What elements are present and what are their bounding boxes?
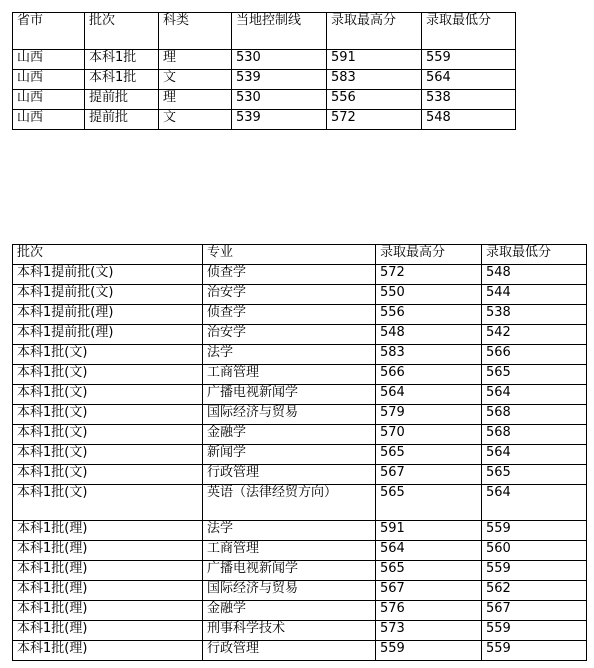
table-cell: 568 — [482, 405, 587, 425]
table-cell: 564 — [482, 485, 587, 521]
table-cell: 559 — [482, 561, 587, 581]
table-cell: 565 — [376, 561, 482, 581]
table-cell: 550 — [376, 285, 482, 305]
table-cell: 侦查学 — [203, 305, 376, 325]
table-cell: 新闻学 — [203, 445, 376, 465]
table-cell: 山西 — [13, 90, 85, 110]
table-cell: 570 — [376, 425, 482, 445]
table-row — [13, 285, 587, 305]
table-cell: 564 — [376, 385, 482, 405]
table-cell: 本科1提前批(理) — [13, 325, 203, 345]
table-cell: 本科1提前批(文) — [13, 285, 203, 305]
table-cell: 本科1批(理) — [13, 521, 203, 541]
table-cell: 本科1批 — [85, 70, 159, 90]
table-row — [13, 110, 516, 130]
table-cell: 538 — [422, 90, 516, 110]
table-cell: 本科1批(理) — [13, 641, 203, 661]
table-cell: 548 — [482, 265, 587, 285]
table-cell: 法学 — [203, 521, 376, 541]
table-cell: 本科1批(文) — [13, 425, 203, 445]
table-cell: 573 — [376, 621, 482, 641]
table-cell: 提前批 — [85, 110, 159, 130]
table-cell: 562 — [482, 581, 587, 601]
table-cell: 559 — [482, 621, 587, 641]
table-cell: 556 — [327, 90, 422, 110]
table-cell: 544 — [482, 285, 587, 305]
table-cell: 英语（法律经贸方向） — [203, 485, 376, 521]
table-cell: 576 — [376, 601, 482, 621]
table-cell: 583 — [327, 70, 422, 90]
table-row — [13, 485, 587, 521]
table-cell: 金融学 — [203, 425, 376, 445]
table-cell: 565 — [376, 485, 482, 521]
table-cell: 572 — [327, 110, 422, 130]
table-row — [13, 345, 587, 365]
table-row — [13, 305, 587, 325]
table-cell: 567 — [376, 581, 482, 601]
cutoff-score-table — [12, 12, 516, 130]
table-cell: 本科1批(文) — [13, 465, 203, 485]
header-row — [13, 13, 516, 50]
table-cell: 本科1批(理) — [13, 561, 203, 581]
column-header: 科类 — [159, 13, 232, 50]
table-cell: 559 — [376, 641, 482, 661]
table-cell: 本科1批 — [85, 50, 159, 70]
table-row — [13, 70, 516, 90]
table-cell: 治安学 — [203, 285, 376, 305]
table-cell: 侦查学 — [203, 265, 376, 285]
table-cell: 568 — [482, 425, 587, 445]
table-cell: 567 — [482, 601, 587, 621]
column-header: 录取最高分 — [376, 245, 482, 265]
table-cell: 560 — [482, 541, 587, 561]
table-row — [13, 445, 587, 465]
table-cell: 工商管理 — [203, 541, 376, 561]
table-cell: 566 — [482, 345, 587, 365]
table-row — [13, 561, 587, 581]
table-row — [13, 405, 587, 425]
column-header: 专业 — [203, 245, 376, 265]
table-row — [13, 90, 516, 110]
column-header: 省市 — [13, 13, 85, 50]
table-row — [13, 521, 587, 541]
table-cell: 本科1提前批(理) — [13, 305, 203, 325]
table-cell: 本科1批(文) — [13, 345, 203, 365]
table-cell: 本科1批(文) — [13, 485, 203, 521]
table-cell: 本科1批(理) — [13, 621, 203, 641]
table-cell: 530 — [232, 50, 327, 70]
table-cell: 本科1批(文) — [13, 445, 203, 465]
column-header: 录取最高分 — [327, 13, 422, 50]
table-row — [13, 641, 587, 661]
table-cell: 本科1批(理) — [13, 581, 203, 601]
column-header: 录取最低分 — [422, 13, 516, 50]
table-cell: 572 — [376, 265, 482, 285]
table-cell: 548 — [376, 325, 482, 345]
table-cell: 文 — [159, 110, 232, 130]
table-cell: 530 — [232, 90, 327, 110]
table-cell: 564 — [482, 385, 587, 405]
table-cell: 广播电视新闻学 — [203, 561, 376, 581]
table-cell: 559 — [482, 641, 587, 661]
table-cell: 工商管理 — [203, 365, 376, 385]
table-cell: 刑事科学技术 — [203, 621, 376, 641]
table-cell: 金融学 — [203, 601, 376, 621]
table-cell: 广播电视新闻学 — [203, 385, 376, 405]
table-row — [13, 601, 587, 621]
table-cell: 理 — [159, 90, 232, 110]
table-row — [13, 365, 587, 385]
table-row — [13, 50, 516, 70]
table-cell: 566 — [376, 365, 482, 385]
table-cell: 539 — [232, 70, 327, 90]
table-cell: 548 — [422, 110, 516, 130]
table-cell: 564 — [422, 70, 516, 90]
table-row — [13, 541, 587, 561]
table-cell: 539 — [232, 110, 327, 130]
table-cell: 538 — [482, 305, 587, 325]
column-header: 录取最低分 — [482, 245, 587, 265]
table-cell: 治安学 — [203, 325, 376, 345]
table-cell: 559 — [422, 50, 516, 70]
table-cell: 本科1批(理) — [13, 601, 203, 621]
column-header: 当地控制线 — [232, 13, 327, 50]
major-score-table — [12, 244, 587, 661]
table-cell: 本科1批(文) — [13, 405, 203, 425]
table-cell: 行政管理 — [203, 465, 376, 485]
table-cell: 本科1批(理) — [13, 541, 203, 561]
table-cell: 556 — [376, 305, 482, 325]
table-cell: 579 — [376, 405, 482, 425]
table-cell: 提前批 — [85, 90, 159, 110]
table-cell: 591 — [376, 521, 482, 541]
table-cell: 583 — [376, 345, 482, 365]
table-cell: 理 — [159, 50, 232, 70]
table-cell: 567 — [376, 465, 482, 485]
table-row — [13, 621, 587, 641]
table-cell: 山西 — [13, 70, 85, 90]
table-cell: 山西 — [13, 50, 85, 70]
table-cell: 564 — [376, 541, 482, 561]
header-row — [13, 245, 587, 265]
table-cell: 542 — [482, 325, 587, 345]
table-row — [13, 425, 587, 445]
table-row — [13, 581, 587, 601]
table-cell: 国际经济与贸易 — [203, 581, 376, 601]
column-header: 批次 — [85, 13, 159, 50]
table-cell: 国际经济与贸易 — [203, 405, 376, 425]
table-cell: 山西 — [13, 110, 85, 130]
table-cell: 591 — [327, 50, 422, 70]
table-cell: 559 — [482, 521, 587, 541]
table-cell: 565 — [376, 445, 482, 465]
table-cell: 本科1批(文) — [13, 385, 203, 405]
table-row — [13, 465, 587, 485]
table-cell: 文 — [159, 70, 232, 90]
table-cell: 565 — [482, 365, 587, 385]
column-header: 批次 — [13, 245, 203, 265]
table-cell: 法学 — [203, 345, 376, 365]
table-cell: 564 — [482, 445, 587, 465]
table-row — [13, 385, 587, 405]
table-row — [13, 325, 587, 345]
table-cell: 565 — [482, 465, 587, 485]
table-cell: 本科1批(文) — [13, 365, 203, 385]
table-cell: 行政管理 — [203, 641, 376, 661]
table-cell: 本科1提前批(文) — [13, 265, 203, 285]
table-row — [13, 265, 587, 285]
